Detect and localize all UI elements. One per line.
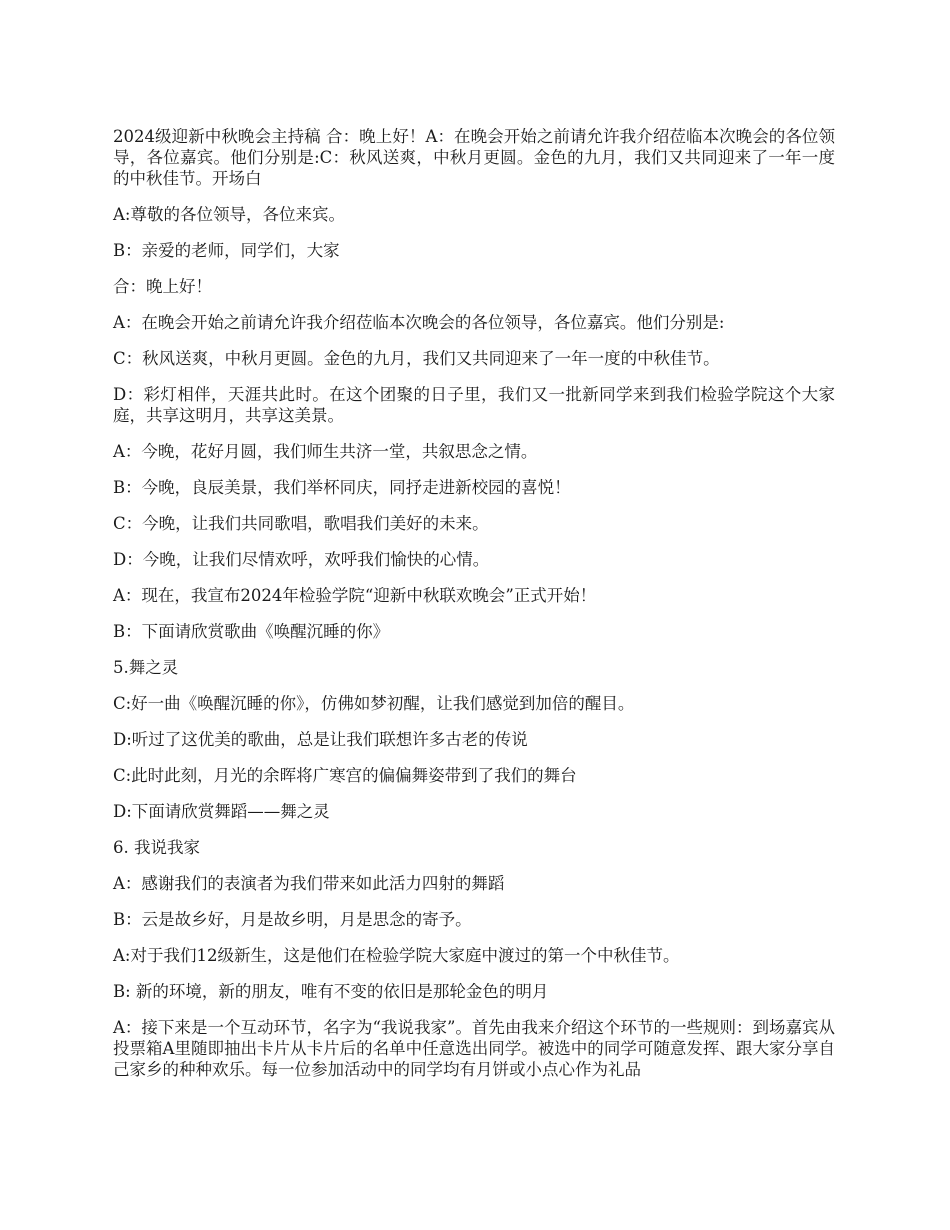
paragraph-line: A:对于我们12级新生，这是他们在检验学院大家庭中渡过的第一个中秋佳节。 xyxy=(113,946,680,965)
paragraph-line: A：今晚，花好月圆，我们师生共济一堂，共叙思念之情。 xyxy=(113,442,538,461)
paragraph-line: A：现在，我宣布2024年检验学院“迎新中秋联欢晚会”正式开始！ xyxy=(113,586,597,605)
paragraph-line: C：今晚，让我们共同歌唱，歌唱我们美好的未来。 xyxy=(113,514,489,533)
section-heading: 6. 我说我家 xyxy=(113,838,200,857)
paragraph-line: D:听过了这优美的歌曲，总是让我们联想许多古老的传说 xyxy=(113,730,528,749)
paragraph-line: B：云是故乡好，月是故乡明，月是思念的寄予。 xyxy=(113,910,472,929)
section-heading: 5.舞之灵 xyxy=(113,658,179,677)
paragraph-line: B: 新的环境，新的朋友，唯有不变的依旧是那轮金色的明月 xyxy=(113,982,549,1001)
paragraph-line: D：彩灯相伴，天涯共此时。在这个团聚的日子里，我们又一批新同学来到我们检验学院这个大家庭，共享这明月，共享这美景。 xyxy=(113,385,835,425)
paragraph-line: A:尊敬的各位领导，各位来宾。 xyxy=(113,205,345,224)
paragraph-line: 合：晚上好！ xyxy=(113,277,212,296)
paragraph-line: C:此时此刻，月光的余晖将广寒宫的偏偏舞姿带到了我们的舞台 xyxy=(113,766,577,785)
paragraph-line: D:下面请欣赏舞蹈——舞之灵 xyxy=(113,802,330,821)
paragraph-intro: 2024级迎新中秋晚会主持稿 合：晚上好！A：在晚会开始之前请允许我介绍莅临本次晚会的各位领导，各位嘉宾。他们分别是:C：秋风送爽，中秋月更圆。金色的九月，我们又共同迎来了一年一度的中秋佳节。开场白 xyxy=(113,127,835,188)
paragraph-line: A：在晚会开始之前请允许我介绍莅临本次晚会的各位领导，各位嘉宾。他们分别是: xyxy=(113,313,725,332)
paragraph-line: B：亲爱的老师，同学们，大家 xyxy=(113,241,340,260)
paragraph-line: C：秋风送爽，中秋月更圆。金色的九月，我们又共同迎来了一年一度的中秋佳节。 xyxy=(113,349,720,368)
document-body xyxy=(113,126,835,1095)
paragraph-rules: A：接下来是一个互动环节，名字为“我说我家”。首先由我来介绍这个环节的一些规则：到场嘉宾从投票箱A里随即抽出卡片从卡片后的名单中任意选出同学。被选中的同学可随意发挥、跟大家分享自己家乡的种种欢乐。每一位参加活动中的同学均有月饼或小点心作为礼品 xyxy=(113,1018,835,1079)
paragraph-line: C:好一曲《唤醒沉睡的你》，仿佛如梦初醒，让我们感觉到加倍的醒目。 xyxy=(113,694,635,713)
paragraph-line: B：今晚，良辰美景，我们举杯同庆，同抒走进新校园的喜悦！ xyxy=(113,478,571,497)
paragraph-line: D：今晚，让我们尽情欢呼，欢呼我们愉快的心情。 xyxy=(113,550,490,569)
paragraph-line: B：下面请欣赏歌曲《唤醒沉睡的你》 xyxy=(113,622,390,641)
paragraph-line: A：感谢我们的表演者为我们带来如此活力四射的舞蹈 xyxy=(113,874,505,893)
